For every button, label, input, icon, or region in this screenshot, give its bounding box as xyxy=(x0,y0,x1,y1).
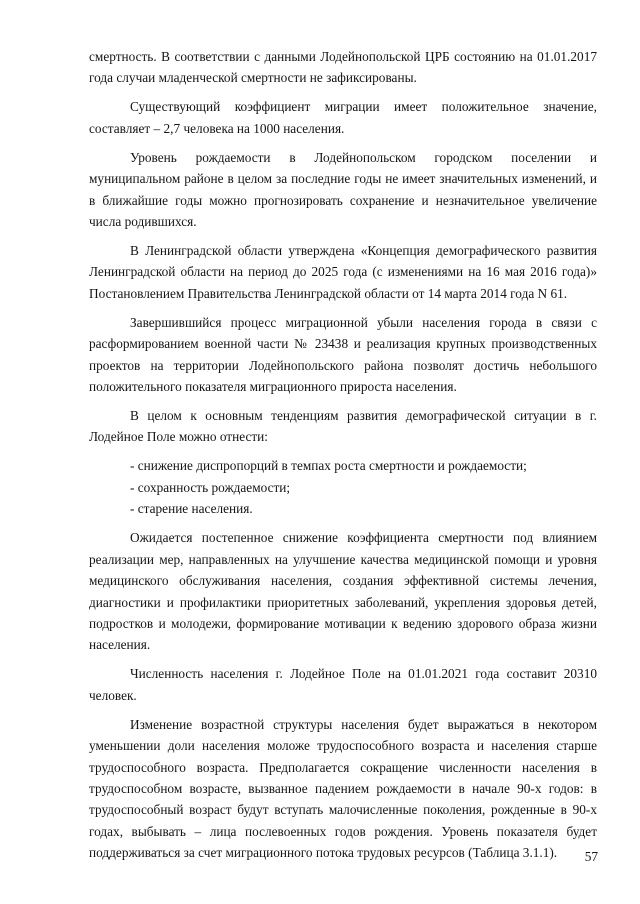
paragraph-infant-mortality: смертность. В соответствии с данными Лодейнопольской ЦРБ состоянию на 01.01.2017 года случаи младенческой смертности не зафиксированы. xyxy=(89,49,597,86)
page-number: 57 xyxy=(584,849,598,864)
paragraph-migration-process: Завершившийся процесс миграционной убыли населения города в связи с расформированием военной части № 23438 и реализация крупных производственных проектов на территории Лодейнопольского района позволят достичь небольшого положительного показателя миграционного прироста населения. xyxy=(89,314,597,395)
paragraph-main-trends: В целом к основным тенденциям развития демографической ситуации в г. Лодейное Поле можно отнести: xyxy=(89,408,597,445)
paragraph-birth-rate: Уровень рождаемости в Лодейнопольском городском поселении и муниципальном районе в целом за последние годы не имеет значительных изменений, и в ближайшие годы можно прогнозировать сохранение и незначительное увеличение числа родившихся. xyxy=(89,149,597,230)
list-item: - старение населения. xyxy=(130,501,253,517)
paragraph-demographic-concept: В Ленинградской области утверждена «Концепция демографического развития Ленинградской области на период до 2025 года (с изменениями на 16 мая 2016 года)» Постановлением Правительства Ленинградской области от 14 марта 2014 года N 61. xyxy=(89,243,597,301)
list-item: - сохранность рождаемости; xyxy=(130,479,291,495)
paragraph-mortality-forecast: Ожидается постепенное снижение коэффициента смертности под влиянием реализации мер, направленных на улучшение качества медицинской помощи и уровня медицинского обслуживания населения, создания эффективной системы лечения, диагностики и профилактики приоритетных заболеваний, укрепления здоровья детей, подростков и молодежи, формирование мотивации к ведению здорового образа жизни населения. xyxy=(89,530,597,653)
paragraph-population-2021: Численность населения г. Лодейное Поле на 01.01.2021 года составит 20310 человек. xyxy=(89,666,597,703)
paragraph-migration-coefficient: Существующий коэффициент миграции имеет положительное значение, составляет – 2,7 человека на 1000 населения. xyxy=(89,99,597,136)
paragraph-age-structure: Изменение возрастной структуры населения будет выражаться в некотором уменьшении доли населения моложе трудоспособного возраста и населения старше трудоспособного возраста. Предполагается сокращение численности населения в трудоспособном возрасте, вызванное падением рождаемости в начале 90-х годов: в трудоспособный возраст будут вступать малочисленные поколения, рожденные в 90-х годах, выбывать – лица послевоенных годов рождения. Уровень показателя будет поддерживаться за счет миграционного потока трудовых ресурсов (Таблица 3.1.1). xyxy=(89,716,597,861)
body-text xyxy=(89,46,597,871)
list-item: - снижение диспропорций в темпах роста смертности и рождаемости; xyxy=(130,458,527,474)
